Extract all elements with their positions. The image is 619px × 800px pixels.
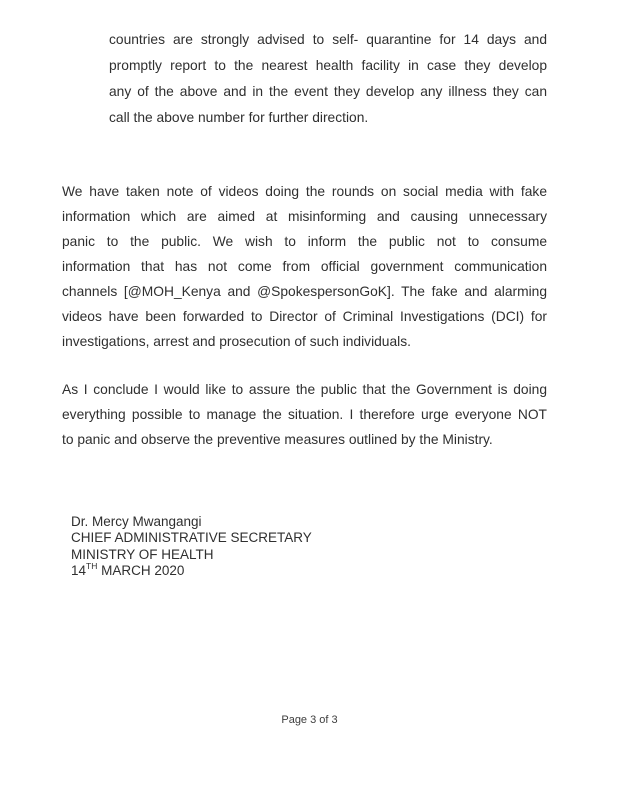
paragraph-fake-videos-warning (62, 179, 547, 354)
text-line: As I conclude I would like to assure the public that the Government is doing (62, 382, 547, 397)
text-line: investigations, arrest and prosecution of such individuals. (62, 334, 411, 349)
document-body (62, 27, 547, 452)
text-line: channels [@MOH_Kenya and @SpokespersonGoK]. The fake and alarming (62, 284, 547, 299)
signatory-title: CHIEF ADMINISTRATIVE SECRETARY (71, 530, 312, 546)
date-ordinal: TH (86, 560, 98, 571)
page-number: Page 3 of 3 (281, 714, 338, 726)
text-line: call the above number for further direction. (109, 110, 369, 125)
signature-block (71, 514, 312, 580)
signatory-name: Dr. Mercy Mwangangi (71, 514, 202, 529)
text-line: information that has not come from official government communication (62, 259, 547, 274)
text-line: promptly report to the nearest health facility in case they develop (109, 58, 547, 73)
text-line: panic to the public. We wish to inform the public not to consume (62, 234, 547, 249)
date-month-year: MARCH 2020 (97, 563, 185, 579)
text-line: information which are aimed at misinforming and causing unnecessary (62, 209, 547, 224)
signatory-organization: MINISTRY OF HEALTH (71, 546, 214, 562)
text-line: We have taken note of videos doing the rounds on social media with fake (62, 184, 547, 199)
paragraph-conclusion (62, 377, 547, 452)
date-day: 14 (71, 563, 87, 579)
signature-date (71, 560, 312, 579)
text-line: videos have been forwarded to Director of Criminal Investigations (DCI) for (62, 309, 547, 324)
text-line: countries are strongly advised to self- quarantine for 14 days and (109, 32, 547, 47)
paragraph-quarantine-advice-continuation (109, 27, 547, 131)
text-line: to panic and observe the preventive measures outlined by the Ministry. (62, 432, 493, 447)
text-line: everything possible to manage the situation. I therefore urge everyone NOT (62, 407, 547, 422)
text-line: any of the above and in the event they develop any illness they can (109, 84, 547, 99)
